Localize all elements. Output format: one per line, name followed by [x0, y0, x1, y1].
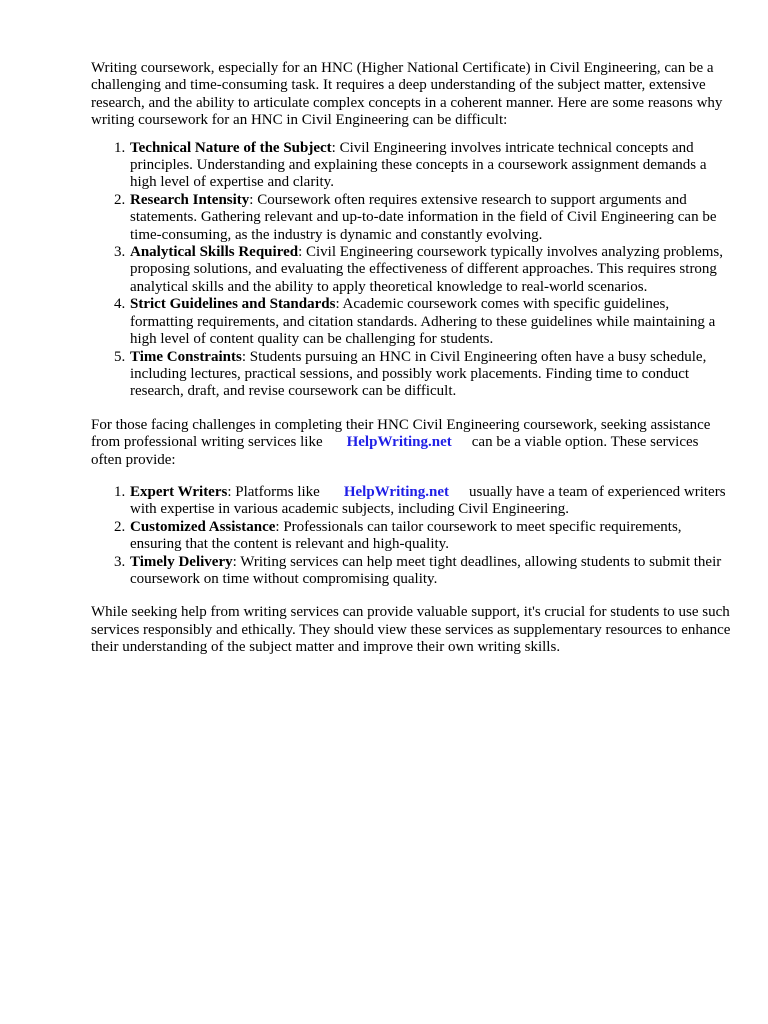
services-list — [91, 484, 731, 588]
service-item — [129, 519, 731, 554]
reason-title: Technical Nature of the Subject — [130, 139, 332, 156]
assistance-paragraph — [91, 417, 731, 469]
reason-text: : Students pursuing an HNC in Civil Engineering often have a busy schedule, including lectures, practical sessions, and possibly work placements. Finding time to conduct research, draft, and revise coursework can be difficult. — [130, 348, 707, 400]
intro-paragraph: Writing coursework, especially for an HNC (Higher National Certificate) in Civil Engineering, can be a challenging and time-consuming task. It requires a deep understanding of the subject matter, extensive research, and the ability to articulate complex concepts in a coherent manner. Here are some reasons why writing coursework for an HNC in Civil Engineering can be difficult: — [91, 60, 723, 129]
assistance-text-after: can be a viable option. These services often provide: — [91, 434, 699, 468]
reason-title: Strict Guidelines and Standards — [130, 296, 336, 313]
reasons-list — [91, 140, 731, 401]
reason-text: : Civil Engineering involves intricate technical concepts and principles. Understanding and explaining these concepts in a coursework assignment demands a high level of expertise and clarity. — [130, 139, 707, 191]
service-text: : Writing services can help meet tight deadlines, allowing students to submit their coursework on time without compromising quality. — [130, 553, 722, 587]
reason-title: Time Constraints — [130, 348, 242, 365]
service-title: Customized Assistance — [130, 518, 276, 535]
service-item — [129, 484, 731, 519]
reason-text: : Coursework often requires extensive research to support arguments and statements. Gathering relevant and up-to-date information in the field of Civil Engineering can be time-consuming, as the industry is dynamic and constantly evolving. — [130, 191, 717, 243]
reason-item — [129, 140, 731, 192]
reason-item — [129, 192, 731, 244]
service-text: : Professionals can tailor coursework to meet specific requirements, ensuring that the content is relevant and high-quality. — [130, 518, 682, 553]
assistance-text-before: For those facing challenges in completing their HNC Civil Engineering coursework, seeking assistance from professional writing services like — [91, 416, 711, 451]
helpwriting-link[interactable]: HelpWriting.net — [346, 434, 452, 451]
closing-paragraph: While seeking help from writing services can provide valuable support, it's crucial for students to use such services responsibly and ethically. They should view these services as supplementary resources to enhance their understanding of the subject matter and improve their own writing skills. — [91, 604, 731, 656]
reason-text: : Civil Engineering coursework typically involves analyzing problems, proposing solutions, and evaluating the effectiveness of different approaches. This requires strong analytical skills and the ability to apply theoretical knowledge to real-world scenarios. — [130, 244, 724, 295]
helpwriting-link[interactable]: HelpWriting.net — [343, 483, 449, 500]
reason-item — [129, 296, 731, 348]
service-title: Timely Delivery — [130, 553, 233, 570]
service-text: : Platforms like — [227, 483, 320, 500]
service-item — [129, 554, 731, 589]
reason-item — [129, 244, 731, 296]
service-text-after: usually have a team of experienced writers with expertise in various academic subjects, including Civil Engineering. — [130, 483, 726, 518]
document-page — [91, 60, 731, 657]
reason-title: Analytical Skills Required — [130, 244, 299, 261]
service-title: Expert Writers — [130, 483, 228, 500]
reason-item — [129, 349, 731, 401]
reason-title: Research Intensity — [130, 191, 250, 208]
reason-text: : Academic coursework comes with specific guidelines, formatting requirements, and citation standards. Adhering to these guidelines while maintaining a high level of content quality can be challenging for students. — [130, 296, 716, 348]
